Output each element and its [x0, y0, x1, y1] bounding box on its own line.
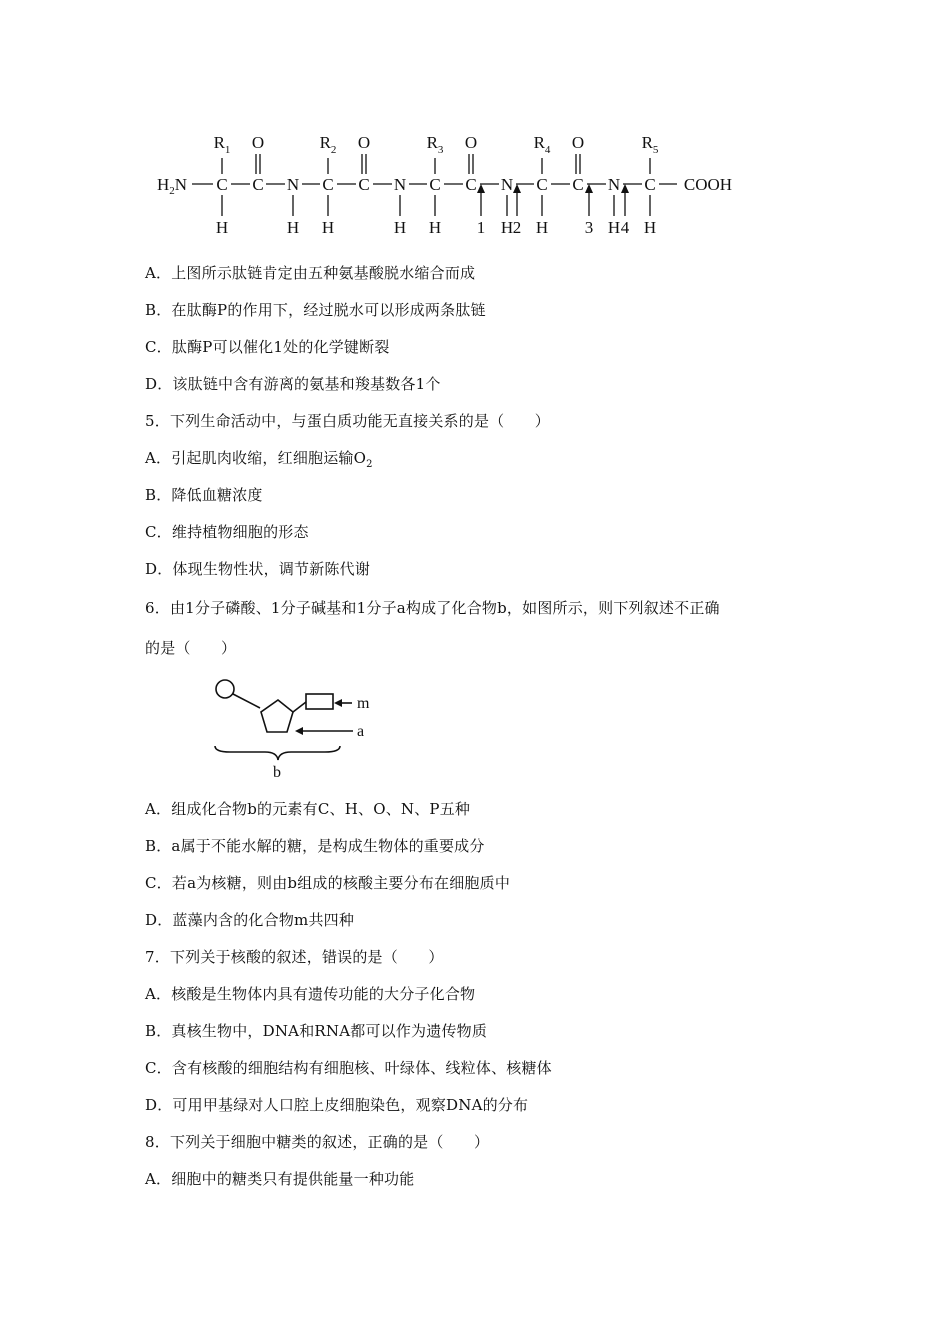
q4-option-d: D．该肽链中含有游离的氨基和羧基数各1个: [145, 375, 441, 393]
q4-option-b: B．在肽酶P的作用下，经过脱水可以形成两条肽链: [145, 301, 486, 319]
q8-stem: 8．下列关于细胞中糖类的叙述，正确的是（ ）: [145, 1133, 490, 1151]
svg-text:C: C: [216, 175, 228, 194]
svg-text:H: H: [607, 218, 621, 237]
residue-1: [214, 133, 231, 237]
svg-text:O: O: [464, 133, 478, 152]
q5-option-d: D．体现生物性状，调节新陈代谢: [145, 560, 371, 578]
residue-5: [642, 133, 659, 237]
q7-option-c: C．含有核酸的细胞结构有细胞核、叶绿体、线粒体、核糖体: [145, 1059, 552, 1077]
svg-text:C: C: [429, 175, 441, 194]
q6-stem-line1: 6．由1分子磷酸、1分子碱基和1分子a构成了化合物b，如图所示，则下列叙述不正确: [145, 599, 720, 617]
q7-option-d: D．可用甲基绿对人口腔上皮细胞染色，观察DNA的分布: [145, 1096, 529, 1114]
label-b: b: [273, 764, 281, 781]
svg-text:N: N: [500, 175, 514, 194]
q6-stem-line2: 的是（ ）: [145, 639, 237, 657]
svg-text:H: H: [286, 218, 300, 237]
svg-text:H: H: [215, 218, 229, 237]
carbonyl-4: [572, 133, 584, 194]
svg-text:H: H: [643, 218, 657, 237]
svg-text:H: H: [428, 218, 442, 237]
residue-2: [320, 133, 337, 237]
q4-option-a: A．上图所示肽链肯定由五种氨基酸脱水缩合而成: [145, 264, 476, 282]
pentose-pentagon: [261, 700, 293, 732]
svg-text:C: C: [644, 175, 656, 194]
svg-text:C: C: [536, 175, 548, 194]
carbonyl-3: [465, 133, 477, 194]
svg-text:R3: $R_3$: [426, 133, 444, 156]
brace-b: [215, 746, 340, 760]
svg-text:R2: $R_2$: [319, 133, 337, 156]
svg-text:C: C: [322, 175, 334, 194]
residue-3: [427, 133, 444, 237]
svg-text:N: N: [607, 175, 621, 194]
svg-text:C: C: [465, 175, 477, 194]
q6-option-c: C．若a为核糖，则由b组成的核酸主要分布在细胞质中: [145, 874, 511, 892]
q4-option-c: C．肽酶P可以催化1处的化学键断裂: [145, 338, 390, 356]
nucleotide-figure: [205, 672, 405, 782]
svg-text:O: O: [251, 133, 265, 152]
svg-text:R1: $R_1$: [213, 133, 231, 156]
marker-4: 4: [620, 218, 630, 237]
svg-text:N: N: [286, 175, 300, 194]
svg-text:C: C: [358, 175, 370, 194]
marker-2: 2: [512, 218, 522, 237]
q7-option-a: A．核酸是生物体内具有遗传功能的大分子化合物: [145, 985, 476, 1003]
base-rectangle: [306, 694, 333, 709]
phosphate-circle: [216, 680, 234, 698]
peptide-chain-figure: [0, 0, 950, 245]
svg-text:C: C: [252, 175, 264, 194]
svg-text:O: O: [357, 133, 371, 152]
q6-option-a: A．组成化合物b的元素有C、H、O、N、P五种: [145, 800, 471, 818]
q5-stem: 5．下列生命活动中，与蛋白质功能无直接关系的是（ ）: [145, 412, 550, 430]
svg-text:R4: $R_4$: [533, 133, 551, 156]
svg-text:H: H: [393, 218, 407, 237]
q5-option-b: B．降低血糖浓度: [145, 486, 263, 504]
residue-4: [534, 133, 551, 237]
carbonyl-1: [252, 133, 264, 194]
svg-text:H: H: [500, 218, 514, 237]
q5-option-c: C．维持植物细胞的形态: [145, 523, 309, 541]
q6-option-d: D．蓝藻内含的化合物m共四种: [145, 911, 355, 929]
marker-3: 3: [584, 218, 594, 237]
svg-text:C: C: [572, 175, 584, 194]
q7-option-b: B．真核生物中，DNA和RNA都可以作为遗传物质: [145, 1022, 488, 1040]
carboxyl-terminus: COOH: [683, 175, 733, 194]
q5-option-a: A．引起肌肉收缩，红细胞运输$O_2$: [145, 449, 373, 470]
q6-option-b: B．a属于不能水解的糖，是构成生物体的重要成分: [145, 837, 485, 855]
svg-text:O: O: [571, 133, 585, 152]
svg-text:H: H: [321, 218, 335, 237]
marker-1: 1: [476, 218, 486, 237]
q8-option-a: A．细胞中的糖类只有提供能量一种功能: [145, 1170, 415, 1188]
svg-text:N: N: [393, 175, 407, 194]
svg-text:H: H: [535, 218, 549, 237]
amino-terminus: $H_2N$: [156, 175, 188, 197]
q7-stem: 7．下列关于核酸的叙述，错误的是（ ）: [145, 948, 444, 966]
svg-text:R5: $R_5$: [641, 133, 659, 156]
label-m: m: [357, 695, 370, 712]
carbonyl-2: [358, 133, 370, 194]
label-a: a: [357, 723, 365, 740]
